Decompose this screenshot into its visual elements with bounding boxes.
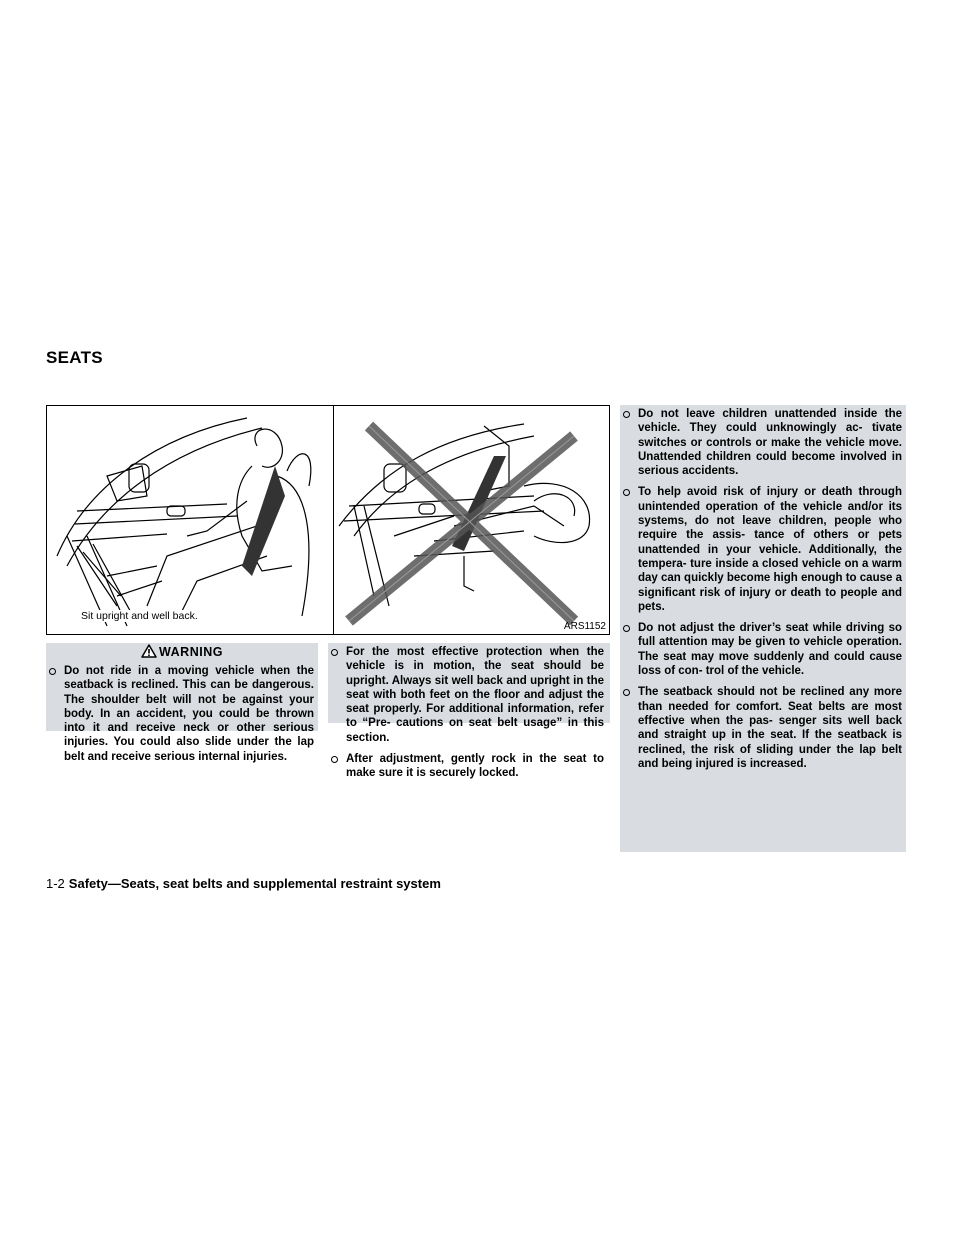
section-title: SEATS (46, 348, 103, 367)
upright-passenger-drawing (47, 406, 333, 634)
footer-title: Safety—Seats, seat belts and supplemental restraint system (68, 876, 441, 891)
warning-triangle-icon (141, 644, 157, 658)
figure-code: ARS1152 (563, 621, 606, 632)
warning-bullet: After adjustment, gently rock in the seat to make sure it is securely locked. (328, 752, 604, 781)
warning-bullet: To help avoid risk of injury or death through unintended operation of the vehicle and/or its systems, do not leave children, people who require the assis- tance of others or pets unattended in your vehicle. Additionally, the tempera- ture inside a closed vehicle on a warm day can quickly become high enough to cause a significant risk of injury or death to people and pets. (620, 485, 902, 614)
warning-bullet: Do not adjust the driver’s seat while driving so full attention may be given to vehicle operation. The seat may move suddenly and could cause loss of con- trol of the vehicle. (620, 621, 902, 678)
page-number: 1-2 (46, 876, 65, 891)
warning-column-1 (46, 664, 314, 771)
warning-column-3 (620, 407, 902, 778)
page-footer (46, 876, 441, 891)
warning-bullet: For the most effective protection when the vehicle is in motion, the seat should be upright. Always sit well back and upright in the seat with both feet on the floor and adjust the seat properly. For additional information, refer to “Pre- cautions on seat belt usage” in this section. (328, 645, 604, 745)
figure-caption: Sit upright and well back. (81, 610, 198, 622)
warning-bullet: Do not ride in a moving vehicle when the seatback is reclined. This can be dangerous. The shoulder belt will not be against your body. In an accident, you could be thrown into it and receive neck or other serious injuries. You could also slide under the lap belt and receive serious internal injuries. (46, 664, 314, 764)
warning-bullet: Do not leave children unattended inside the vehicle. They could unknowingly ac- tivate switches or controls or make the vehicle move. Unattended children could become involved in serious accidents. (620, 407, 902, 478)
warning-bullet: The seatback should not be reclined any more than needed for comfort. Seat belts are most effective when the pas- senger sits well back and straight up in the seat. If the seatback is reclined, the risk of sliding under the lap belt and being injured is increased. (620, 685, 902, 771)
reclined-passenger-crossed-drawing (334, 406, 610, 634)
warning-column-2 (328, 645, 604, 788)
warning-heading: WARNING (46, 644, 318, 664)
seat-illustration (46, 405, 610, 635)
